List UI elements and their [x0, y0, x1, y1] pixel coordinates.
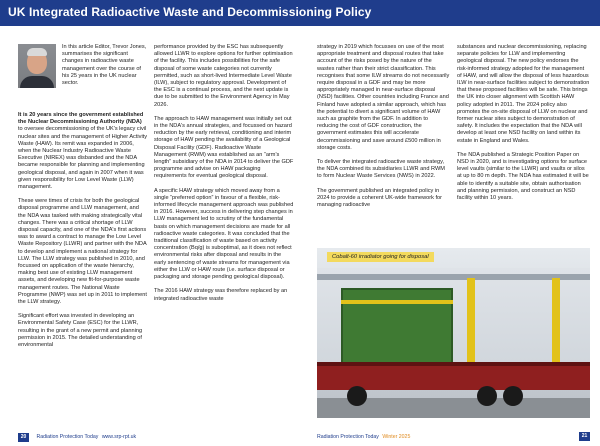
portrait-shirt: [20, 76, 54, 88]
lead-paragraph: [18, 112, 148, 191]
paragraph: The 2016 HAW strategy was therefore replaced by an integrated radioactive waste: [154, 288, 288, 302]
lead-rest: to oversee decommissioning of the UK's legacy civil nuclear sites and the management of Higher Activity Waste (HAW). Its remit was expanded in 2006, when the Nuclear Industry Radioactive Waste Executive (NIREX) was disbanded and the NDA became responsible for planning and implementing geological disposal, and again in 2007 when it was given responsibility for Low Level Waste (LLW) management.: [18, 126, 148, 191]
photo-wheel: [347, 386, 367, 406]
paragraph: The government published an integrated policy in 2024 to provide a coherent UK-wide framework for managing radioactive: [317, 187, 442, 209]
photo-lifting-frame: [467, 278, 475, 374]
footer-url-link[interactable]: www.srp-rpt.uk: [101, 434, 137, 440]
page-header: [0, 0, 600, 26]
paragraph: strategy in 2019 which focusses on use of the most appropriate treatment and disposal routes that take account of the risks posed by the nature of the wastes rather than their strict classification. This recognises that some ILW streams do not necessarily require disposal in a GDF and may be more appropriately managed in near-surface disposal (NSD) facilities. Other countries including France and Finland have adopted a similar approach, which has the potential to divert a significant volume of HAW such as graphite from the GDF. In addition to reducing the cost of GDF construction, the government estimates this will accelerate decommissioning and save around £500 million in storage costs.: [317, 44, 450, 151]
column-3: [317, 44, 450, 216]
page-title: UK Integrated Radioactive Waste and Decommissioning Policy: [8, 5, 372, 19]
paragraph: These were times of crisis for both the geological disposal programme and LLW management, and the NDA was tasked with making strategically vital changes. There was a critical shortage of LLW disposal capacity, and one of the NDA's first actions was to award a contract to manage the Low Level Waste Repository (LLWR) and partner with the NDA to develop and implement a national strategy for LLW. The LLW strategy was published in 2010, and focussed on application of the waste hierarchy, making best use of existing LLW management assets, and developing new fit-for-purpose waste management routes. The National Waste Programme (NWP) was set up in 2011 to implement the LLW strategy.: [18, 198, 147, 306]
photo-container-stripe: [341, 300, 453, 304]
paragraph: A specific HAW strategy which moved away from a single “preferred option” in favour of a flexible, risk-informed lifecycle management approach was published in 2016. However, success in delivering step changes in LLW management led to scrutiny of the fundamental basis on which management decisions are made for all radioactive waste categories. It was concluded that the traditional classification of waste based on activity concentration (Bq/g) is suboptimal, as it does not reflect environmental risks after disposal and results in the early sentencing of waste streams for management via either the LLW or HAW route (i.e. surface disposal or packaging and storage pending geological disposal).: [154, 187, 294, 281]
paragraph: performance provided by the ESC has subsequently allowed LLWR to explore options for further optimisation of the facility. This includes possibilities for the safe disposal of some waste categories not currently permitted, such as short-lived Intermediate Level Waste (ILW), subject to regulatory approval. Development of the ESC is a continual process, and the next update is due to be submitted to the Environment Agency in May 2026.: [154, 44, 293, 108]
footer-issue: Winter 2025: [382, 434, 411, 440]
page-number-left: 20: [18, 433, 29, 442]
editor-portrait: [18, 44, 56, 88]
footer-right: [317, 432, 590, 442]
photo-caption: Cobalt-60 irradiator going for disposal: [327, 252, 434, 262]
portrait-hair: [27, 48, 47, 56]
paragraph: Significant effort was invested in developing an Environmental Safety Case (ESC) for the LLWR, resulting in the grant of a new permit and planning permission in 2015. The detailed understanding of environmental: [18, 313, 143, 349]
photo-wheel: [477, 386, 497, 406]
footer-publication: Radiation Protection Today: [317, 434, 379, 440]
intro-summary: In this article Editor, Trevor Jones, summarises the significant changes in radioactive waste management over the course of his 25 years in the UK nuclear sector.: [62, 44, 147, 87]
irradiator-photo: [317, 248, 590, 418]
column-4: [457, 44, 590, 209]
photo-lifting-frame: [552, 278, 560, 374]
paragraph: The NDA published a Strategic Position Paper on NSD in 2020, and is investigating options for surface level vaults (similar to the LLWR) and vaults or silos at up to 80 m depth. The NDA has estimated it will be able to identify a suitable site, obtain authorisation and planning permission, and construct an NSD facility within 10 years.: [457, 151, 589, 202]
page-number-right: 21: [579, 432, 590, 441]
photo-wheel: [503, 386, 523, 406]
footer-publication: Radiation Protection Today: [36, 434, 99, 440]
footer-left: [18, 432, 136, 442]
paragraph: substances and nuclear decommissioning, replacing separate policies for LLW and implementing geological disposal. The new policy endorses the risk-informed strategy adopted for the management of HAW, and will allow the disposal of less hazardous ILW in near-surface facilities subject to demonstration that these proposed facilities will be safe. This brings the UK into closer alignment with Scottish HAW policy adopted in 2011. The 2024 policy also promotes the on-site disposal of LLW on nuclear and former nuclear sites subject to demonstration of safety. It includes the expectation that the NDA will develop at least one NSD facility on land within its estate in England and Wales.: [457, 44, 590, 144]
paragraph: To deliver the integrated radioactive waste strategy, the NDA combined its subsidiaries LLWR and RWM to form Nuclear Waste Services (NWS) in 2022.: [317, 159, 445, 180]
photo-girder: [317, 274, 590, 280]
paragraph: The approach to HAW management was initially set out in the NDA's annual strategies, and focussed on hazard reduction by the early retrieval, conditioning and interim storage of HAW pending the availability of a Geological Disposal Facility (GDF). Radioactive Waste Management (RWM) was established as an “arm's length” subsidiary of the NDA in 2014 to deliver the GDF programme and advise on HAW packaging requirements for eventual geological disposal.: [154, 115, 294, 180]
column-2: [154, 44, 294, 310]
intro-block: [18, 44, 148, 112]
column-1: [18, 44, 148, 356]
lead-bold: It is 20 years since the government established the Nuclear Decommissioning Authority (NDA): [18, 112, 144, 126]
